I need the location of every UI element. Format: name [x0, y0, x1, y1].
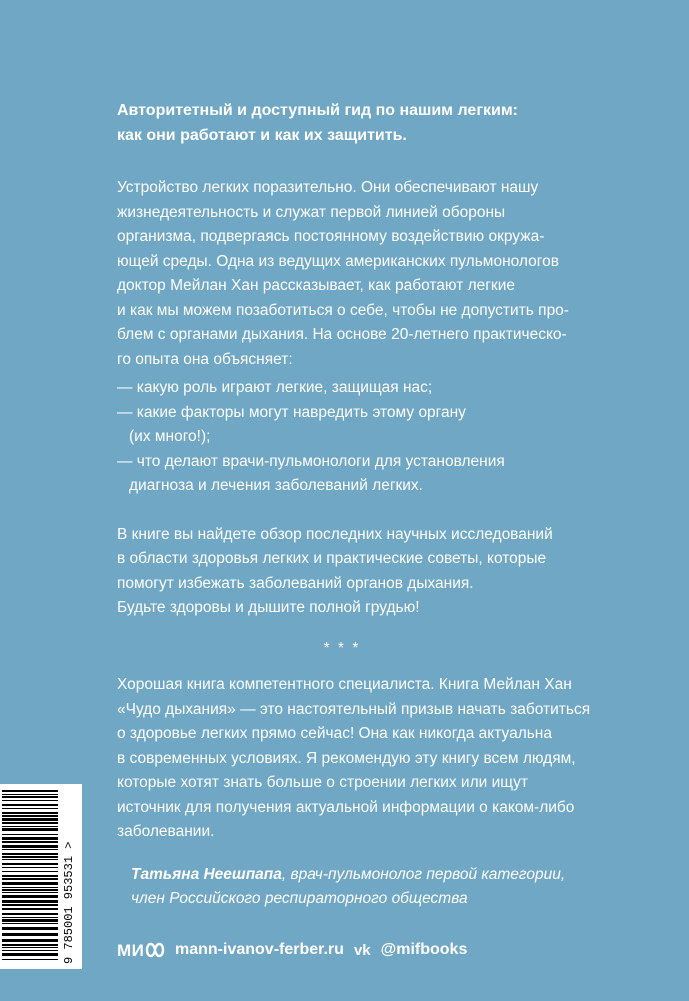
text-line: в современных условиях. Я рекомендую эту книгу всем людям, [117, 749, 576, 767]
barcode-bar [2, 859, 58, 860]
barcode-bar [2, 871, 58, 872]
publisher-logo [117, 940, 165, 960]
barcode-bar [2, 887, 58, 888]
barcode-bar [2, 822, 58, 824]
lead-heading [117, 98, 567, 148]
barcode-bar [2, 796, 58, 798]
text-line: ющей среды. Одна из ведущих американских пульмонологов [117, 252, 559, 270]
barcode-bar [2, 837, 58, 840]
barcode-bar [2, 919, 58, 922]
barcode-bar [2, 927, 58, 930]
list-item-text: — какую роль играют легкие, защищая нас; [117, 379, 433, 396]
list-item-continuation: диагноза и лечения заболеваний легких. [129, 477, 423, 494]
intro-paragraph [117, 176, 567, 372]
review-paragraph [117, 673, 591, 845]
review-author [131, 863, 567, 912]
author-title: , врач-пульмонолог первой категории, [281, 865, 566, 883]
barcode-bar [2, 867, 58, 868]
barcode-bar [2, 933, 58, 936]
text-line: «Чудо дыхания» — это настоятельный призыв начать заботиться [117, 700, 591, 718]
barcode-bar [2, 863, 58, 865]
text-line: В книге вы найдете обзор последних научных исследований [117, 525, 553, 543]
barcode-bar [2, 895, 58, 898]
vk-icon[interactable]: vk [353, 941, 371, 959]
barcode-bar [2, 878, 58, 880]
lead-line: Авторитетный и доступный гид по нашим легким: [117, 102, 518, 119]
barcode-bar [2, 900, 58, 903]
barcode-bar [2, 828, 58, 831]
barcode-bar [2, 815, 58, 817]
barcode-bar [2, 939, 58, 942]
text-line: Будьте здоровы и дышите полной грудью! [117, 599, 420, 616]
barcode-bar [2, 875, 58, 877]
text-line: которые хотят знать больше о строении легких или ищут [117, 774, 529, 791]
mif-logo-icon [117, 940, 165, 960]
barcode-bar [2, 913, 58, 915]
barcode-bar [2, 882, 58, 885]
barcode-bar [2, 889, 58, 891]
barcode-bar [2, 947, 58, 948]
barcode-bar [2, 959, 58, 960]
barcode-bar [2, 841, 58, 843]
svg-text:МИ: МИ [117, 941, 145, 960]
author-name: Татьяна Неешпапа [131, 865, 282, 883]
text-line: доктор Мейлан Хан рассказывает, как работают легкие [117, 277, 515, 294]
list-item [117, 450, 567, 499]
text-line: блем с органами дыхания. На основе 20-летнего практическо- [117, 326, 567, 343]
barcode-bar [2, 950, 58, 951]
text-line: го опыта она объясняет: [117, 350, 293, 368]
barcode-bar [2, 892, 58, 893]
list-item-text: — какие факторы могут навредить этому органу [117, 403, 466, 421]
barcode-bars-icon [0, 784, 82, 969]
barcode-bar [2, 790, 58, 792]
barcode-bar [2, 944, 58, 946]
social-handle[interactable]: @mifbooks [380, 941, 468, 958]
barcode-bar [2, 849, 58, 850]
publisher-footer [117, 935, 467, 965]
cover-text [117, 98, 591, 912]
barcode-bar [2, 834, 58, 835]
barcode-bar [2, 826, 58, 827]
text-line: о здоровье легких прямо сейчас! Она как никогда актуальна [117, 725, 552, 742]
barcode-bar [2, 908, 58, 910]
list-item-text: — что делают врачи-пульмонологи для установления [117, 452, 505, 470]
isbn-barcode [0, 784, 82, 969]
list-item-continuation: (их много!); [129, 428, 211, 445]
barcode-bar [2, 804, 58, 806]
barcode-bar [2, 917, 58, 918]
author-affiliation: член Российского респираторного общества [131, 890, 468, 907]
lead-line: как они работают и как их защитить. [117, 127, 407, 144]
summary-paragraph [117, 523, 567, 621]
text-line: источник для получения актуальной информации о каком-либо [117, 798, 575, 816]
list-item [117, 376, 567, 401]
text-line: заболевании. [117, 823, 215, 840]
barcode-bar [2, 904, 58, 906]
barcode-bar [2, 794, 58, 795]
text-line: Хорошая книга компетентного специалиста. Книга Мейлан Хан [117, 676, 572, 693]
text-line: помогут избежать заболеваний органов дыхания. [117, 574, 474, 592]
barcode-bar [2, 856, 58, 858]
barcode-bar [2, 808, 58, 809]
author-line [131, 863, 567, 888]
barcode-bar [2, 818, 58, 821]
text-line: в области здоровья легких и практические советы, которые [117, 550, 547, 567]
section-separator: * * * [323, 639, 361, 657]
topics-list [117, 376, 567, 499]
barcode-bar [2, 845, 58, 848]
text-line: и как мы можем позаботиться о себе, чтобы не допустить про- [117, 301, 569, 319]
text-line: жизнедеятельность и служат первой линией обороны [117, 203, 506, 221]
list-item [117, 401, 567, 450]
text-line: организма, подвергаясь постоянному воздействию окружа- [117, 228, 545, 245]
barcode-bar [2, 923, 58, 924]
barcode-bar [2, 853, 58, 855]
barcode-digits: 9 785001 953531 > [62, 841, 76, 964]
barcode-bar [2, 812, 58, 814]
barcode-bar [2, 800, 58, 801]
text-line: Устройство легких поразительно. Они обеспечивают нашу [117, 179, 539, 196]
publisher-website-link[interactable]: mann-ivanov-ferber.ru [175, 941, 344, 958]
barcode-bar [2, 953, 58, 956]
